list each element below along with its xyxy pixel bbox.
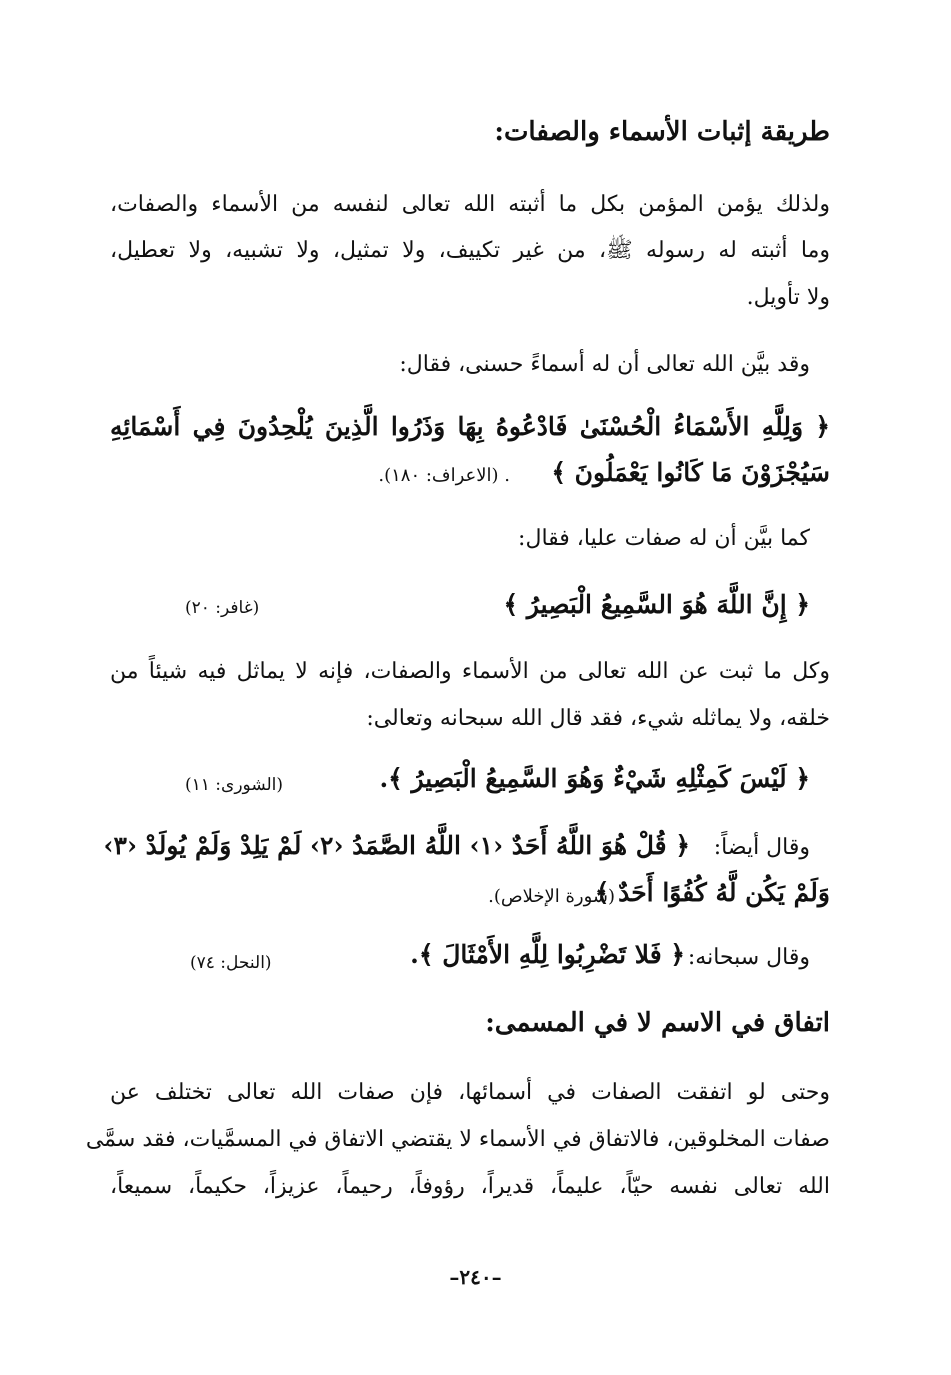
verse-reference: (النحل: ٧٤) [190,953,272,973]
verse-line: ﴿ لَيْسَ كَمِثْلِهِ شَيْءٌ وَهُوَ السَّمِيعُ الْبَصِيرُ ﴾. [379,764,810,793]
book-page [85,0,830,1375]
paragraph-line: ولذلك يؤمن المؤمن بكل ما أثبته الله تعالى لنفسه من الأسماء والصفات، [110,192,830,217]
page-number: –٢٤٠– [449,1265,502,1289]
paragraph-line: صفات المخلوقين، فالاتفاق في الأسماء لا يقتضي الاتفاق في المسمَّيات، فقد سمَّى [85,1127,830,1152]
paragraph-line: وحتى لو اتفقت الصفات في أسمائها، فإن صفات الله تعالى تختلف عن [110,1080,830,1105]
intro-line: وقد بيَّن الله تعالى أن له أسماءً حسنى، فقال: [399,352,810,377]
verse-reference: (غافر: ٢٠) [185,598,260,618]
verse-line: وَلَمْ يَكُن لَّهُ كُفُوًا أَحَدٌ ﴾ [594,878,830,907]
paragraph-line: الله تعالى نفسه حيّاً، عليماً، قديراً، رؤوفاً، رحيماً، عزيزاً، حكيماً، سميعاً، [110,1174,830,1199]
paragraph-line: وما أثبته له رسوله ﷺ، من غير تكييف، ولا تمثيل، ولا تشبيه، ولا تعطيل، [110,238,830,263]
intro-line: وقال أيضاً: [713,835,810,860]
intro-line: وقال سبحانه: [687,945,810,970]
verse-line: ﴿ قُلْ هُوَ اللَّهُ أَحَدٌ ‹١› اللَّهُ الصَّمَدُ ‹٢› لَمْ يَلِدْ وَلَمْ يُولَدْ ‹٣› [103,831,690,860]
section-heading-agreement: اتفاق في الاسم لا في المسمى: [485,1008,830,1038]
paragraph-line: خلقه، ولا يماثله شيء، فقد قال الله سبحانه وتعالى: [366,706,830,731]
verse-line: ﴿ فَلا تَضْرِبُوا لِلَّهِ الأَمْثَالَ ﴾. [410,940,685,969]
verse-reference: . (الاعراف: ١٨٠). [378,465,510,486]
verse-line: ﴿ وَلِلَّهِ الأَسْمَاءُ الْحُسْنَىٰ فَادْعُوهُ بِهَا وَذَرُوا الَّذِينَ يُلْحِدُونَ فِي أَسْمَائِهِ [110,412,830,441]
paragraph-line: وكل ما ثبت عن الله تعالى من الأسماء والصفات، فإنه لا يماثل فيه شيئاً من [110,659,830,684]
verse-reference: (الشورى: ١١) [185,775,284,795]
intro-line: كما بيَّن أن له صفات عليا، فقال: [518,526,810,551]
section-heading-method: طريقة إثبات الأسماء والصفات: [494,117,830,147]
verse-line: سَيُجْزَوْنَ مَا كَانُوا يَعْمَلُونَ ﴾ [551,458,830,487]
verse-line: ﴿ إِنَّ اللَّهَ هُوَ السَّمِيعُ الْبَصِيرُ ﴾ [503,590,810,619]
verse-reference: (سورة الإخلاص). [488,886,615,907]
paragraph-line: ولا تأويل. [746,285,830,310]
